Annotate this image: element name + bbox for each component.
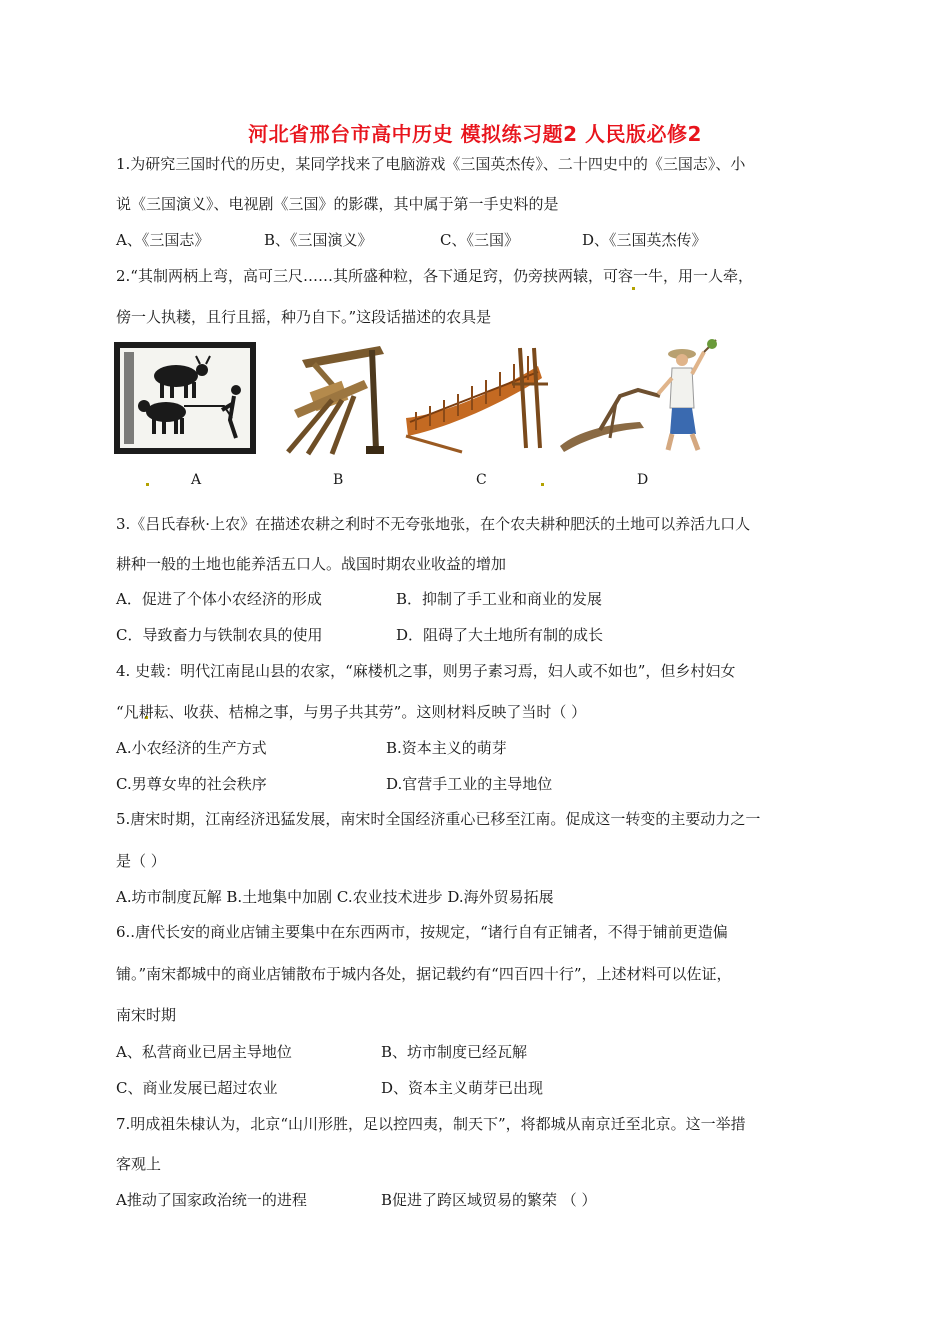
q3-option-c: C．导致畜力与铁制农具的使用 — [116, 626, 323, 644]
q7-line2: 客观上 — [116, 1155, 162, 1173]
q2-line1: 2.“其制两柄上弯，高可三尺……其所盛种粒，各下通足窍，仍旁挟两辕，可容一牛，用一人牵， — [116, 267, 753, 285]
q1-option-d: D、《三国英杰传》 — [582, 231, 707, 249]
q7-line1: 7.明成祖朱棣认为，北京“山川形胜，足以控四夷，制天下”，将都城从南京迁至北京。这一举措 — [116, 1115, 746, 1133]
q3-line2: 耕种一般的土地也能养活五口人。战国时期农业收益的增加 — [116, 555, 507, 573]
q4-line2: “凡耕耘、收获、桔棉之事，与男子共其劳”。这则材料反映了当时（ ） — [116, 703, 587, 721]
q6-option-b: B、坊市制度已经瓦解 — [381, 1043, 528, 1061]
q2-dot-a — [146, 483, 149, 486]
q5-line2: 是（ ） — [116, 852, 166, 870]
q5-line1: 5.唐宋时期，江南经济迅猛发展，南宋时全国经济重心已移至江南。促成这一转变的主要动力之一 — [116, 810, 761, 828]
q1-option-c: C、《三国》 — [440, 231, 519, 249]
q2-caption-a: A — [191, 472, 202, 488]
q6-line1: 6..唐代长安的商业店铺主要集中在东西两市，按规定，“诸行自有正铺者，不得于铺前更造偏 — [116, 923, 728, 941]
q2-dot-line1 — [632, 287, 635, 290]
q1-line2: 说《三国演义》、电视剧《三国》的影碟，其中属于第一手史料的是 — [116, 195, 559, 213]
q2-caption-d: D — [637, 472, 649, 488]
q6-option-d: D、资本主义萌芽已出现 — [381, 1079, 544, 1097]
q7-option-a: A推动了国家政治统一的进程 — [116, 1191, 307, 1209]
q3-option-a: A．促进了个体小农经济的形成 — [116, 590, 322, 608]
ox-plough-rubbing-image — [114, 342, 256, 454]
q6-line3: 南宋时期 — [116, 1006, 177, 1024]
q3-line1: 3.《吕氏春秋·上农》在描述农耕之利时不无夸张地张，在个农夫耕种肥沃的土地可以养活九口人 — [116, 515, 751, 533]
q3-option-d: D．阻碍了大土地所有制的成长 — [396, 626, 604, 644]
q4-option-c: C.男尊女卑的社会秩序 — [116, 775, 267, 793]
q6-line2: 铺。”南宋都城中的商业店铺散布于城内各处，据记载约有“四百四十行”，上述材料可以佐证， — [116, 965, 732, 983]
q7-option-b: B促进了跨区域贸易的繁荣 （ ） — [381, 1191, 597, 1209]
q2-line2: 傍一人执耧，且行且摇，种乃自下。”这段话描述的农具是 — [116, 308, 492, 326]
q2-caption-c: C — [476, 472, 487, 488]
q6-option-a: A、私营商业已居主导地位 — [116, 1043, 292, 1061]
q2-dot-c — [541, 483, 544, 486]
q2-caption-b: B — [333, 472, 344, 488]
q6-option-c: C、商业发展已超过农业 — [116, 1079, 278, 1097]
q4-option-b: B.资本主义的萌芽 — [386, 739, 507, 757]
q4-option-d: D.官营手工业的主导地位 — [386, 775, 553, 793]
q5-options: A.坊市制度瓦解 B.土地集中加剧 C.农业技术进步 D.海外贸易拓展 — [116, 888, 554, 906]
q1-option-a: A、《三国志》 — [116, 231, 210, 249]
seed-drill-image — [272, 340, 390, 462]
q1-line1: 1.为研究三国时代的历史，某同学找来了电脑游戏《三国英杰传》、二十四史中的《三国志》、小 — [116, 155, 746, 173]
q4-line1: 4. 史载：明代江南昆山县的农家，“麻楼机之事，则男子素习焉，妇人或不如也”，但乡村妇女 — [116, 662, 736, 680]
page-title: 河北省邢台市高中历史 模拟练习题2 人民版必修2 — [248, 122, 702, 146]
q1-option-b: B、《三国演义》 — [264, 231, 373, 249]
farmer-ploughing-image — [560, 338, 720, 458]
q3-option-b: B．抑制了手工业和商业的发展 — [396, 590, 603, 608]
q4-option-a: A.小农经济的生产方式 — [116, 739, 267, 757]
dragon-bone-waterwheel-image — [402, 344, 548, 454]
